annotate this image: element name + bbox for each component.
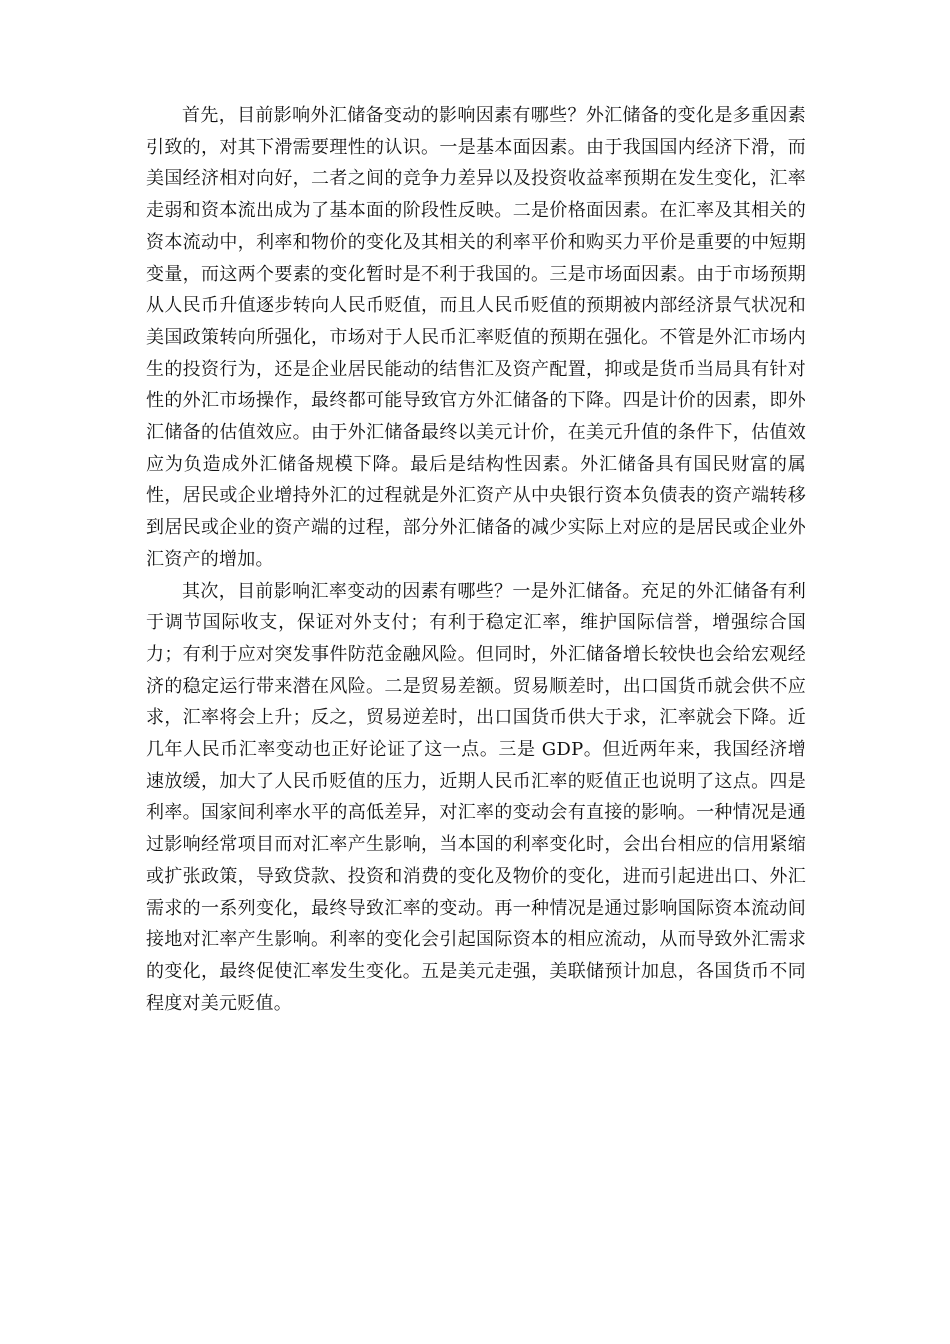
paragraph-exchange-rate-factors: 其次，目前影响汇率变动的因素有哪些？一是外汇储备。充足的外汇储备有利于调节国际收支，保证对外支付；有利于稳定汇率，维护国际信誉，增强综合国力；有利于应对突发事件防范金融风险。但同时，外汇储备增长较快也会给宏观经济的稳定运行带来潜在风险。二是贸易差额。贸易顺差时，出口国货币就会供不应求，汇率将会上升；反之，贸易逆差时，出口国货币供大于求，汇率就会下降。近几年人民币汇率变动也正好论证了这一点。三是 GDP。但近两年来，我国经济增速放缓，加大了人民币贬值的压力，近期人民币汇率的贬值正也说明了这点。四是利率。国家间利率水平的高低差异，对汇率的变动会有直接的影响。一种情况是通过影响经常项目而对汇率产生影响，当本国的利率变化时，会出台相应的信用紧缩或扩张政策，导致贷款、投资和消费的变化及物价的变化，进而引起进出口、外汇需求的一系列变化，最终导致汇率的变动。再一种情况是通过影响国际资本流动间接地对汇率产生影响。利率的变化会引起国际资本的相应流动，从而导致外汇需求的变化，最终促使汇率发生变化。五是美元走强，美联储预计加息，各国货币不同程度对美元贬值。: [146, 580, 806, 1014]
document-body: [146, 100, 806, 1019]
paragraph-reserve-factors: 首先，目前影响外汇储备变动的影响因素有哪些？外汇储备的变化是多重因素引致的，对其下滑需要理性的认识。一是基本面因素。由于我国国内经济下滑，而美国经济相对向好，二者之间的竞争力差异以及投资收益率预期在发生变化，汇率走弱和资本流出成为了基本面的阶段性反映。二是价格面因素。在汇率及其相关的资本流动中，利率和物价的变化及其相关的利率平价和购买力平价是重要的中短期变量，而这两个要素的变化暂时是不利于我国的。三是市场面因素。由于市场预期从人民币升值逐步转向人民币贬值，而且人民币贬值的预期被内部经济景气状况和美国政策转向所强化，市场对于人民币汇率贬值的预期在强化。不管是外汇市场内生的投资行为，还是企业居民能动的结售汇及资产配置，抑或是货币当局具有针对性的外汇市场操作，最终都可能导致官方外汇储备的下降。四是计价的因素，即外汇储备的估值效应。由于外汇储备最终以美元计价，在美元升值的条件下，估值效应为负造成外汇储备规模下降。最后是结构性因素。外汇储备具有国民财富的属性，居民或企业增持外汇的过程就是外汇资产从中央银行资本负债表的资产端转移到居民或企业的资产端的过程，部分外汇储备的减少实际上对应的是居民或企业外汇资产的增加。: [146, 105, 806, 570]
